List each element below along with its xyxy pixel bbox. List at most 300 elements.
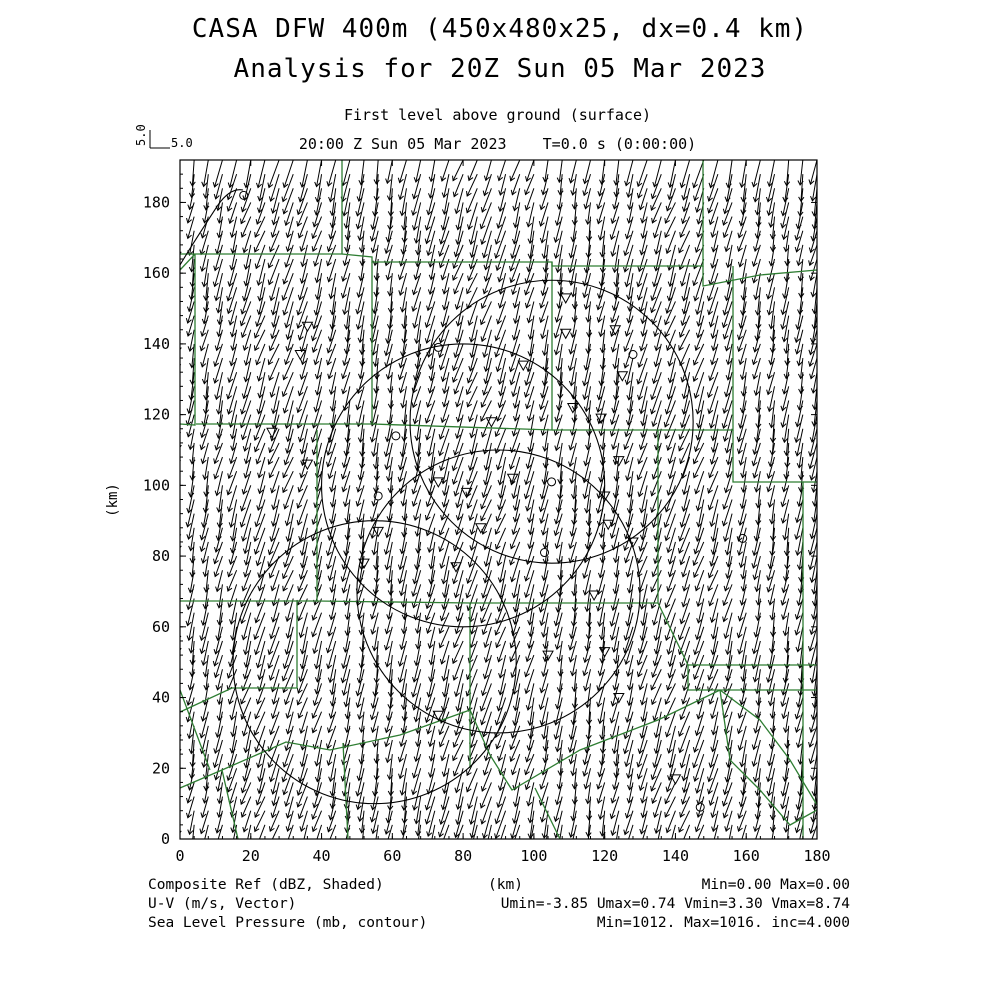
wind-vector <box>680 641 690 667</box>
wind-vector <box>569 839 576 866</box>
wind-vector <box>770 528 775 556</box>
wind-vector <box>542 457 548 484</box>
wind-vector <box>175 797 180 819</box>
wind-vector <box>190 839 195 867</box>
wind-vector <box>711 613 718 639</box>
vector-reference-key <box>134 124 193 150</box>
wind-vector <box>374 839 379 860</box>
wind-vector <box>511 811 520 839</box>
wind-vector <box>708 386 718 413</box>
wind-vector <box>427 768 435 794</box>
wind-vector <box>372 287 378 313</box>
wind-vector <box>402 301 407 328</box>
wind-vector <box>639 528 647 551</box>
wind-vector <box>613 669 619 690</box>
wind-vector <box>187 584 195 609</box>
wind-vector <box>569 712 576 740</box>
wind-vector <box>798 287 803 314</box>
wind-vector <box>723 485 732 509</box>
wind-vector <box>442 188 449 214</box>
wind-vector <box>442 669 449 696</box>
wind-vector <box>654 613 661 641</box>
wind-vector <box>200 825 208 850</box>
wind-vector <box>682 273 690 301</box>
wind-vector <box>570 415 576 435</box>
wind-vector <box>613 768 619 789</box>
wind-vector <box>769 245 774 266</box>
wind-vector <box>693 655 703 679</box>
wind-vector <box>213 839 222 866</box>
wind-vector <box>638 726 647 754</box>
wind-vector <box>557 358 562 386</box>
wind-vector <box>584 344 591 370</box>
wind-vector <box>359 839 364 860</box>
wind-vector <box>402 400 407 424</box>
wind-vector <box>810 514 817 539</box>
wind-vector <box>268 740 279 767</box>
wind-vector <box>556 485 562 512</box>
wind-vector <box>680 160 689 187</box>
wind-vector <box>286 514 293 542</box>
wind-vector <box>741 287 747 315</box>
wind-vector <box>173 683 180 705</box>
wind-vector <box>754 613 760 637</box>
wind-vector <box>795 316 803 343</box>
wind-vector <box>809 429 817 456</box>
wind-vector <box>241 287 251 314</box>
wind-vector <box>558 457 563 484</box>
wind-vector <box>283 839 293 863</box>
wind-vector <box>637 358 647 384</box>
wind-vector <box>785 726 790 748</box>
wind-vector <box>415 712 420 734</box>
x-axis-label: (km) <box>488 877 523 893</box>
wind-vector <box>624 825 633 851</box>
x-tick-label: 160 <box>732 847 760 865</box>
wind-vector <box>641 316 647 336</box>
wind-vector <box>513 400 519 420</box>
wind-vector <box>456 782 463 809</box>
wind-vector <box>666 287 676 313</box>
wind-vector <box>557 839 562 865</box>
wind-vector <box>283 641 293 668</box>
wind-vector <box>284 542 294 567</box>
wind-vector <box>783 273 789 298</box>
wind-vector <box>344 683 350 706</box>
wind-vector <box>653 740 662 767</box>
wind-vector <box>798 768 803 796</box>
wind-vector <box>256 641 265 668</box>
y-tick-label: 60 <box>151 617 170 636</box>
wind-vector <box>812 400 817 425</box>
footer-contour-stats: Min=1012. Max=1016. inc=4.000 <box>596 915 850 931</box>
wind-vector <box>454 570 463 597</box>
wind-vector <box>271 386 279 413</box>
wind-vector <box>228 740 236 768</box>
wind-vector <box>738 316 747 340</box>
wind-vector <box>585 528 590 549</box>
wind-vector <box>484 344 491 371</box>
wind-vector <box>711 514 718 542</box>
wind-vector <box>254 627 264 655</box>
wind-vector <box>480 202 491 228</box>
wind-vector <box>172 386 180 412</box>
wind-vector <box>712 811 718 832</box>
wind-vector <box>173 584 180 610</box>
wind-vector <box>625 839 633 867</box>
wind-vector <box>586 811 591 837</box>
wind-vector <box>470 330 477 358</box>
wind-vector <box>556 584 562 612</box>
wind-vector <box>258 273 265 301</box>
wind-vector <box>428 245 434 267</box>
wind-vector <box>783 514 789 540</box>
wind-vector <box>271 768 279 794</box>
x-tick-label: 20 <box>241 847 260 865</box>
wind-vector <box>599 358 605 385</box>
wind-vector <box>172 188 180 209</box>
wind-vector <box>244 627 251 655</box>
wind-vector <box>190 160 195 186</box>
wind-vector <box>282 273 293 300</box>
wind-vector <box>439 217 449 244</box>
wind-vector <box>678 613 689 640</box>
wind-vector <box>812 500 817 522</box>
wind-vector <box>456 584 463 609</box>
footer-vector-field: U-V (m/s, Vector) <box>148 896 297 912</box>
wind-vector <box>682 754 690 780</box>
wind-vector <box>798 188 803 216</box>
wind-vector <box>726 443 732 465</box>
wind-vector <box>752 627 760 654</box>
wind-vector <box>495 330 506 357</box>
wind-vector <box>481 797 492 824</box>
wind-vector <box>300 839 307 862</box>
wind-vector <box>201 500 208 528</box>
wind-vector <box>770 514 775 541</box>
wind-vector <box>387 301 392 328</box>
wind-vector <box>429 740 435 761</box>
footer-vector-stats: Umin=-3.85 Umax=0.74 Vmin=3.30 Vmax=8.74 <box>500 896 850 912</box>
wind-vector <box>600 528 605 549</box>
wind-vector <box>345 231 350 252</box>
wind-vector <box>513 698 520 726</box>
wind-vector <box>543 160 548 182</box>
wind-vector <box>696 386 704 413</box>
wind-vector <box>174 698 180 723</box>
wind-vector <box>693 160 704 188</box>
wind-vector <box>586 217 591 241</box>
wind-vector <box>694 754 704 781</box>
wind-vector <box>769 627 774 653</box>
wind-vector <box>784 160 789 186</box>
wind-vector <box>543 627 548 649</box>
wind-vector <box>572 287 577 308</box>
wind-vector <box>526 344 534 372</box>
wind-vector <box>200 613 209 641</box>
wind-vector <box>255 599 265 623</box>
wind-vector <box>797 485 803 506</box>
wind-vector <box>509 443 519 469</box>
wind-vector <box>428 825 434 848</box>
wind-vector <box>282 556 293 578</box>
wind-vector <box>737 415 746 442</box>
wind-vector <box>454 811 463 838</box>
wind-vector <box>342 839 350 860</box>
wind-vector <box>668 358 675 383</box>
wind-vector <box>769 825 774 846</box>
wind-vector <box>586 231 591 258</box>
wind-vector <box>613 570 619 593</box>
county-line <box>222 770 238 839</box>
wind-vector <box>429 641 435 665</box>
wind-vector <box>413 556 421 583</box>
wind-vector <box>540 570 548 597</box>
wind-vector <box>175 641 180 664</box>
wind-vector <box>796 301 803 329</box>
wind-vector <box>694 174 704 200</box>
wind-vector <box>187 485 194 512</box>
wind-vector <box>797 344 803 366</box>
wind-vector <box>173 655 180 676</box>
wind-vector <box>271 500 279 527</box>
wind-vector <box>172 273 180 299</box>
wind-vector <box>513 301 519 323</box>
wind-vector <box>770 217 775 239</box>
wind-vector <box>495 811 506 839</box>
wind-vector <box>359 231 364 252</box>
wind-vector <box>767 839 774 861</box>
y-tick-label: 40 <box>151 688 170 707</box>
wind-vector <box>510 839 520 863</box>
wind-vector <box>399 825 406 847</box>
wind-vector <box>386 316 393 343</box>
wind-vector <box>754 415 760 442</box>
wind-vector <box>283 287 293 315</box>
wind-vector <box>781 768 789 796</box>
wind-vector <box>283 386 293 413</box>
wind-vector <box>231 330 237 350</box>
wind-vector <box>172 287 180 310</box>
wind-vector <box>740 386 746 412</box>
wind-vector <box>173 556 180 577</box>
wind-vector <box>388 782 393 809</box>
wind-vector <box>480 683 491 711</box>
wind-vector <box>372 386 378 409</box>
wind-vector <box>637 839 647 866</box>
wind-vector <box>625 698 632 722</box>
wind-vector <box>330 301 336 328</box>
wind-vector <box>784 839 789 861</box>
wind-vector <box>652 400 661 426</box>
wind-vector <box>213 160 222 187</box>
wind-vector <box>527 627 533 648</box>
wind-vector <box>440 443 449 471</box>
wind-vector <box>342 641 350 668</box>
wind-vector <box>480 782 491 807</box>
station-circle-marker <box>392 432 400 440</box>
wind-vector <box>557 287 562 308</box>
wind-vector <box>709 400 717 427</box>
wind-vector <box>599 259 605 286</box>
wind-vector <box>694 273 704 301</box>
wind-vector <box>466 669 477 696</box>
wind-vector <box>752 528 760 556</box>
wind-vector <box>214 726 223 753</box>
wind-vector <box>312 301 321 328</box>
wind-vector <box>327 330 336 353</box>
wind-vector <box>174 599 180 626</box>
wind-vector <box>244 443 250 464</box>
wind-vector <box>327 825 336 845</box>
wind-vector <box>783 174 789 201</box>
wind-vector <box>229 542 237 564</box>
footer-contour-field: Sea Level Pressure (mb, contour) <box>148 915 428 931</box>
wind-vector <box>498 669 505 694</box>
station-circle-marker <box>541 549 549 557</box>
wind-vector <box>189 471 195 497</box>
wind-vector <box>429 839 435 860</box>
wind-vector <box>723 287 732 314</box>
wind-vector <box>443 372 449 393</box>
wind-vector <box>201 599 208 626</box>
wind-vector <box>611 485 618 513</box>
wind-vector <box>400 429 406 457</box>
wind-vector <box>481 217 492 245</box>
wind-vector <box>722 500 732 526</box>
wind-vector <box>401 712 406 733</box>
wind-vector <box>584 287 590 309</box>
wind-vector <box>586 712 591 740</box>
wind-vector <box>484 443 491 470</box>
wind-vector <box>200 415 208 438</box>
wind-vector <box>467 202 477 229</box>
wind-vector <box>558 754 563 775</box>
wind-vector <box>637 160 647 186</box>
wind-vector <box>345 698 350 719</box>
wind-vector <box>583 358 591 386</box>
wind-vector <box>466 570 477 598</box>
wind-vector <box>653 641 661 666</box>
wind-vector <box>682 485 690 511</box>
wind-vector <box>555 683 562 708</box>
wind-vector <box>528 797 534 823</box>
wind-vector <box>343 825 350 845</box>
wind-vector <box>388 768 393 795</box>
wind-vector <box>755 217 760 238</box>
x-tick-label: 180 <box>803 847 831 865</box>
wind-vector <box>755 797 760 819</box>
wind-vector <box>425 301 435 327</box>
wind-vector <box>650 386 661 413</box>
wind-vector <box>203 485 208 512</box>
wind-vector <box>708 287 718 314</box>
wind-vector <box>557 740 562 763</box>
wind-vector <box>693 825 703 848</box>
wind-vector <box>528 514 534 535</box>
wind-vector <box>172 471 180 497</box>
y-tick-label: 160 <box>142 264 170 283</box>
wind-vector <box>414 641 420 665</box>
wind-vector-field <box>172 160 818 867</box>
wind-vector <box>415 542 421 569</box>
wind-vector <box>767 160 774 186</box>
wind-vector <box>785 825 790 845</box>
wind-vector <box>640 613 647 641</box>
wind-vector <box>175 217 180 239</box>
wind-vector <box>542 556 548 580</box>
wind-vector <box>481 698 492 725</box>
wind-vector <box>172 669 180 690</box>
wind-vector <box>482 231 491 258</box>
footer-shaded-field: Composite Ref (dBZ, Shaded) <box>148 877 384 893</box>
wind-vector <box>679 726 690 753</box>
wind-vector <box>571 217 577 242</box>
wind-vector <box>784 457 789 479</box>
wind-vector <box>438 429 448 456</box>
wind-vector <box>297 386 308 412</box>
wind-vector <box>638 372 648 399</box>
wind-vector <box>665 584 675 607</box>
wind-vector <box>190 542 195 563</box>
wind-vector <box>427 669 435 697</box>
wind-vector <box>384 429 392 457</box>
wind-vector <box>374 358 379 379</box>
wind-vector <box>641 500 647 527</box>
wind-vector <box>784 627 789 652</box>
x-tick-label: 40 <box>312 847 331 865</box>
x-tick-label: 120 <box>591 847 619 865</box>
wind-vector <box>202 301 208 323</box>
wind-vector <box>782 372 788 394</box>
wind-vector <box>173 301 180 322</box>
wind-vector <box>216 712 223 737</box>
wind-vector <box>624 613 633 640</box>
wind-vector <box>470 429 477 455</box>
wind-vector <box>693 740 704 768</box>
wind-vector <box>204 372 209 399</box>
wind-vector <box>285 301 294 327</box>
wind-vector <box>784 528 789 556</box>
wind-vector <box>282 754 293 782</box>
wind-vector <box>697 599 704 623</box>
wind-vector <box>668 259 675 286</box>
y-tick-label: 120 <box>142 405 170 424</box>
wind-vector <box>467 584 477 610</box>
wind-vector <box>496 825 506 851</box>
wind-vector <box>315 457 321 478</box>
wind-vector <box>359 259 364 280</box>
wind-vector <box>712 330 718 351</box>
wind-vector <box>469 344 477 371</box>
wind-vector <box>571 316 577 338</box>
wind-vector <box>342 160 350 185</box>
wind-vector <box>652 259 661 286</box>
y-tick-label: 20 <box>151 759 170 778</box>
wind-vector <box>299 655 308 681</box>
wind-vector <box>641 217 647 238</box>
wind-vector <box>315 273 321 299</box>
wind-vector <box>227 372 237 399</box>
wind-vector <box>330 386 335 411</box>
wind-vector <box>385 415 392 442</box>
wind-vector <box>228 839 237 866</box>
wind-vector <box>641 698 647 722</box>
wind-vector <box>188 669 194 689</box>
wind-vector <box>569 811 576 837</box>
wind-vector <box>254 613 265 640</box>
y-tick-label: 140 <box>142 334 170 353</box>
